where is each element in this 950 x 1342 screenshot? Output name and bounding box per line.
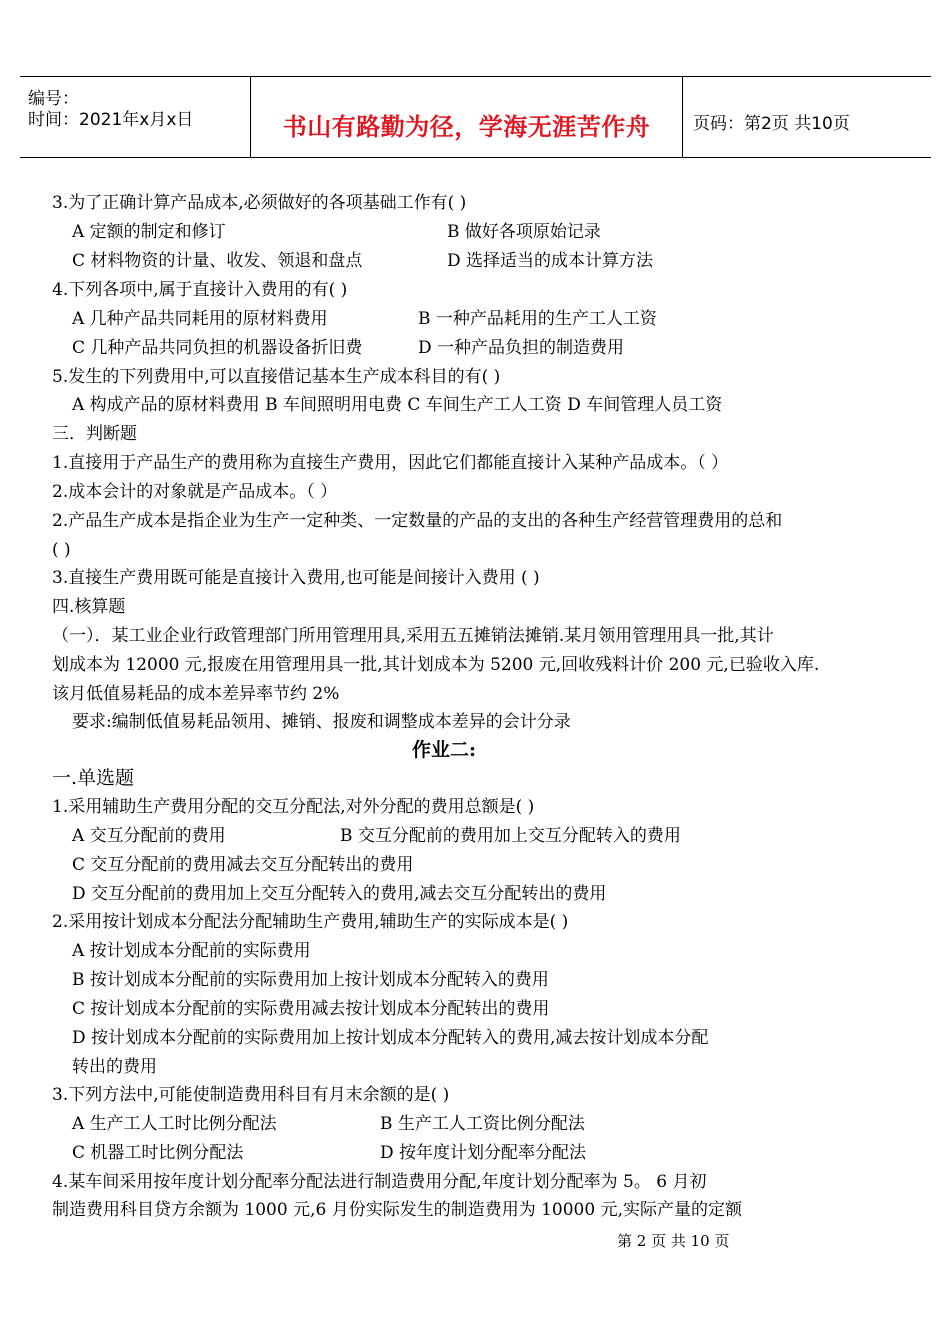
text-line: D 按年度计划分配率分配法 xyxy=(380,1143,587,1163)
text-line: B 一种产品耗用的生产工人工资 xyxy=(418,309,657,329)
text-line: C 几种产品共同负担的机器设备折旧费 xyxy=(72,338,363,358)
document-date: 时间：2021年x月x日 xyxy=(28,110,194,130)
text-line: C 按计划成本分配前的实际费用减去按计划成本分配转出的费用 xyxy=(72,999,550,1019)
text-line: 一.单选题 xyxy=(52,767,135,789)
text-line: D 交互分配前的费用加上交互分配转入的费用,减去交互分配转出的费用 xyxy=(72,884,607,904)
text-line: 1.采用辅助生产费用分配的交互分配法,对外分配的费用总额是( ) xyxy=(52,797,535,817)
text-line: A 交互分配前的费用 xyxy=(72,826,226,846)
text-line: ( ) xyxy=(52,540,71,560)
text-line: A 按计划成本分配前的实际费用 xyxy=(72,941,311,961)
text-line: B 交互分配前的费用加上交互分配转入的费用 xyxy=(340,826,681,846)
text-line: 3.下列方法中,可能使制造费用科目有月末余额的是( ) xyxy=(52,1085,450,1105)
text-line: 要求:编制低值易耗品领用、摊销、报废和调整成本差异的会计分录 xyxy=(72,712,571,732)
text-line: A 几种产品共同耗用的原材料费用 xyxy=(72,309,328,329)
text-line: （一）．某工业企业行政管理部门所用管理用具,采用五五摊销法摊销.某月领用管理用具一批,其计 xyxy=(52,626,774,646)
text-line: C 材料物资的计量、收发、领退和盘点 xyxy=(72,251,363,271)
text-line: 三．判断题 xyxy=(52,424,137,444)
text-line: 3.为了正确计算产品成本,必须做好的各项基础工作有( ) xyxy=(52,193,467,213)
text-line: 该月低值易耗品的成本差异率节约 2% xyxy=(52,684,340,704)
text-line: 转出的费用 xyxy=(72,1057,157,1077)
page-number: 页码：第2页 共10页 xyxy=(693,114,850,134)
text-line: 4.某车间采用按年度计划分配率分配法进行制造费用分配,年度计划分配率为 5。 6 月初 xyxy=(52,1172,707,1192)
text-line: D 一种产品负担的制造费用 xyxy=(418,338,625,358)
text-line: 2.采用按计划成本分配法分配辅助生产费用,辅助生产的实际成本是( ) xyxy=(52,912,569,932)
text-line: B 做好各项原始记录 xyxy=(447,222,601,242)
text-line: A 构成产品的原材料费用 B 车间照明用电费 C 车间生产工人工资 D 车间管理人员工资 xyxy=(72,395,723,415)
header-info-cell xyxy=(20,77,251,157)
text-line: C 交互分配前的费用减去交互分配转出的费用 xyxy=(72,855,414,875)
page-header xyxy=(20,76,931,158)
document-number: 编号： xyxy=(28,89,79,109)
text-line: 划成本为 12000 元,报废在用管理用具一批,其计划成本为 5200 元,回收残料计价 200 元,已验收入库. xyxy=(52,655,820,675)
text-line: 制造费用科目贷方余额为 1000 元,6 月份实际发生的制造费用为 10000 元,实际产量的定额 xyxy=(52,1200,742,1220)
footer-page-number: 第 2 页 共 10 页 xyxy=(617,1232,730,1250)
motto: 书山有路勤为径，学海无涯苦作舟 xyxy=(282,113,651,141)
text-line: 3.直接生产费用既可能是直接计入费用,也可能是间接计入费用 ( ) xyxy=(52,568,540,588)
text-line: D 按计划成本分配前的实际费用加上按计划成本分配转入的费用,减去按计划成本分配 xyxy=(72,1028,709,1048)
text-line: B 按计划成本分配前的实际费用加上按计划成本分配转入的费用 xyxy=(72,970,549,990)
text-line: 1.直接用于产品生产的费用称为直接生产费用，因此它们都能直接计入某种产品成本。（ ） xyxy=(52,453,729,473)
text-line: 4.下列各项中,属于直接计入费用的有( ) xyxy=(52,280,348,300)
text-line: A 定额的制定和修订 xyxy=(72,222,226,242)
text-line: 四.核算题 xyxy=(52,597,126,617)
text-line: 5.发生的下列费用中,可以直接借记基本生产成本科目的有( ) xyxy=(52,367,501,387)
text-line: D 选择适当的成本计算方法 xyxy=(447,251,654,271)
text-line: B 生产工人工资比例分配法 xyxy=(380,1114,585,1134)
text-line: A 生产工人工时比例分配法 xyxy=(72,1114,277,1134)
header-motto-cell xyxy=(251,77,683,157)
header-page-cell xyxy=(683,77,931,157)
text-line: 2.产品生产成本是指企业为生产一定种类、一定数量的产品的支出的各种生产经营管理费用的总和 xyxy=(52,511,783,531)
text-line: C 机器工时比例分配法 xyxy=(72,1143,244,1163)
text-line: 2.成本会计的对象就是产品成本。（ ） xyxy=(52,482,338,502)
text-line: 作业二: xyxy=(412,739,477,761)
